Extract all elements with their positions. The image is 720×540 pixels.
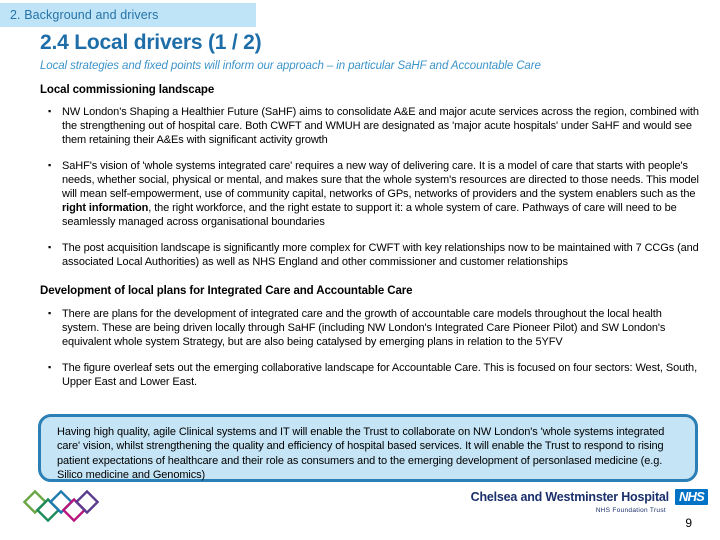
section-banner-label: 2. Background and drivers [10, 8, 159, 22]
bullet-list-1 [40, 105, 700, 269]
list-item: ▪ SaHF's vision of 'whole systems integrated care' requires a new way of delivering care. It is a model of care that starts with people's needs, whether social, physical or mental, and makes sure that the whole system's resources are directed to those needs. This model will mean self-empowerment, use of community capital, networks of GPs, networks of providers and the system enablers such as the right information, the right workforce, and the right estate to support it: a whole system of care. Pathways of care will need to be seamlessly managed across organisational boundaries [40, 159, 700, 230]
page-subtitle: Local strategies and fixed points will inform our approach – in particular SaHF and Accountable Care [40, 60, 541, 72]
trust-name: Chelsea and Westminster Hospital [470, 490, 669, 504]
list-item: ▪ The post acquisition landscape is significantly more complex for CWFT with key relationships now to be maintained with 7 CCGs (and associated Local Authorities) as well as NHS England and other commissioner and customer relationships [40, 241, 700, 269]
trust-line [458, 489, 708, 505]
list-item: ▪ The figure overleaf sets out the emerging collaborative landscape for Accountable Care. This is focused on four sectors: West, South, Upper East and Lower East. [40, 361, 700, 389]
nhs-logo: NHS [675, 489, 708, 505]
list-item: ▪ NW London's Shaping a Healthier Future (SaHF) aims to consolidate A&E and major acute services across the region, combined with the strengthening out of hospital care. Both CWFT and WMUH are designated as 'major acute hospitals' under SaHF and would see them retaining their A&Es with significant activity growth [40, 105, 700, 148]
page-number: 9 [685, 516, 692, 530]
slide-body [40, 84, 700, 389]
page-title: 2.4 Local drivers (1 / 2) [40, 31, 262, 54]
trust-footer [458, 489, 708, 514]
section-heading-1: Local commissioning landscape [40, 84, 215, 96]
list-item: ▪ There are plans for the development of integrated care and the growth of accountable care models throughout the local health system. These are being driven locally through SaHF (including NW London's Integrated Care Pioneer Pilot) and SW London's equivalent whole system Strategy, but are also being catalysed by emerging plans in relation to the 5YFV [40, 307, 700, 350]
section-banner [0, 3, 256, 27]
trust-diamond-logo [22, 489, 104, 531]
callout-box [38, 414, 698, 482]
bullet-list-2 [40, 307, 700, 389]
callout-text: Having high quality, agile Clinical systems and IT will enable the Trust to collaborate on NW London's 'whole systems integrated care' vision, whilst strengthening the quality and efficiency of hospital based services. It will enable the Trust to respond to rising patient expectations of healthcare and their role as consumers and to the emerging development of personlased medicine (e.g. Silico medicine and Genomics) [57, 426, 665, 481]
section-heading-2: Development of local plans for Integrated Care and Accountable Care [40, 285, 413, 298]
trust-subtitle: NHS Foundation Trust [595, 507, 666, 514]
